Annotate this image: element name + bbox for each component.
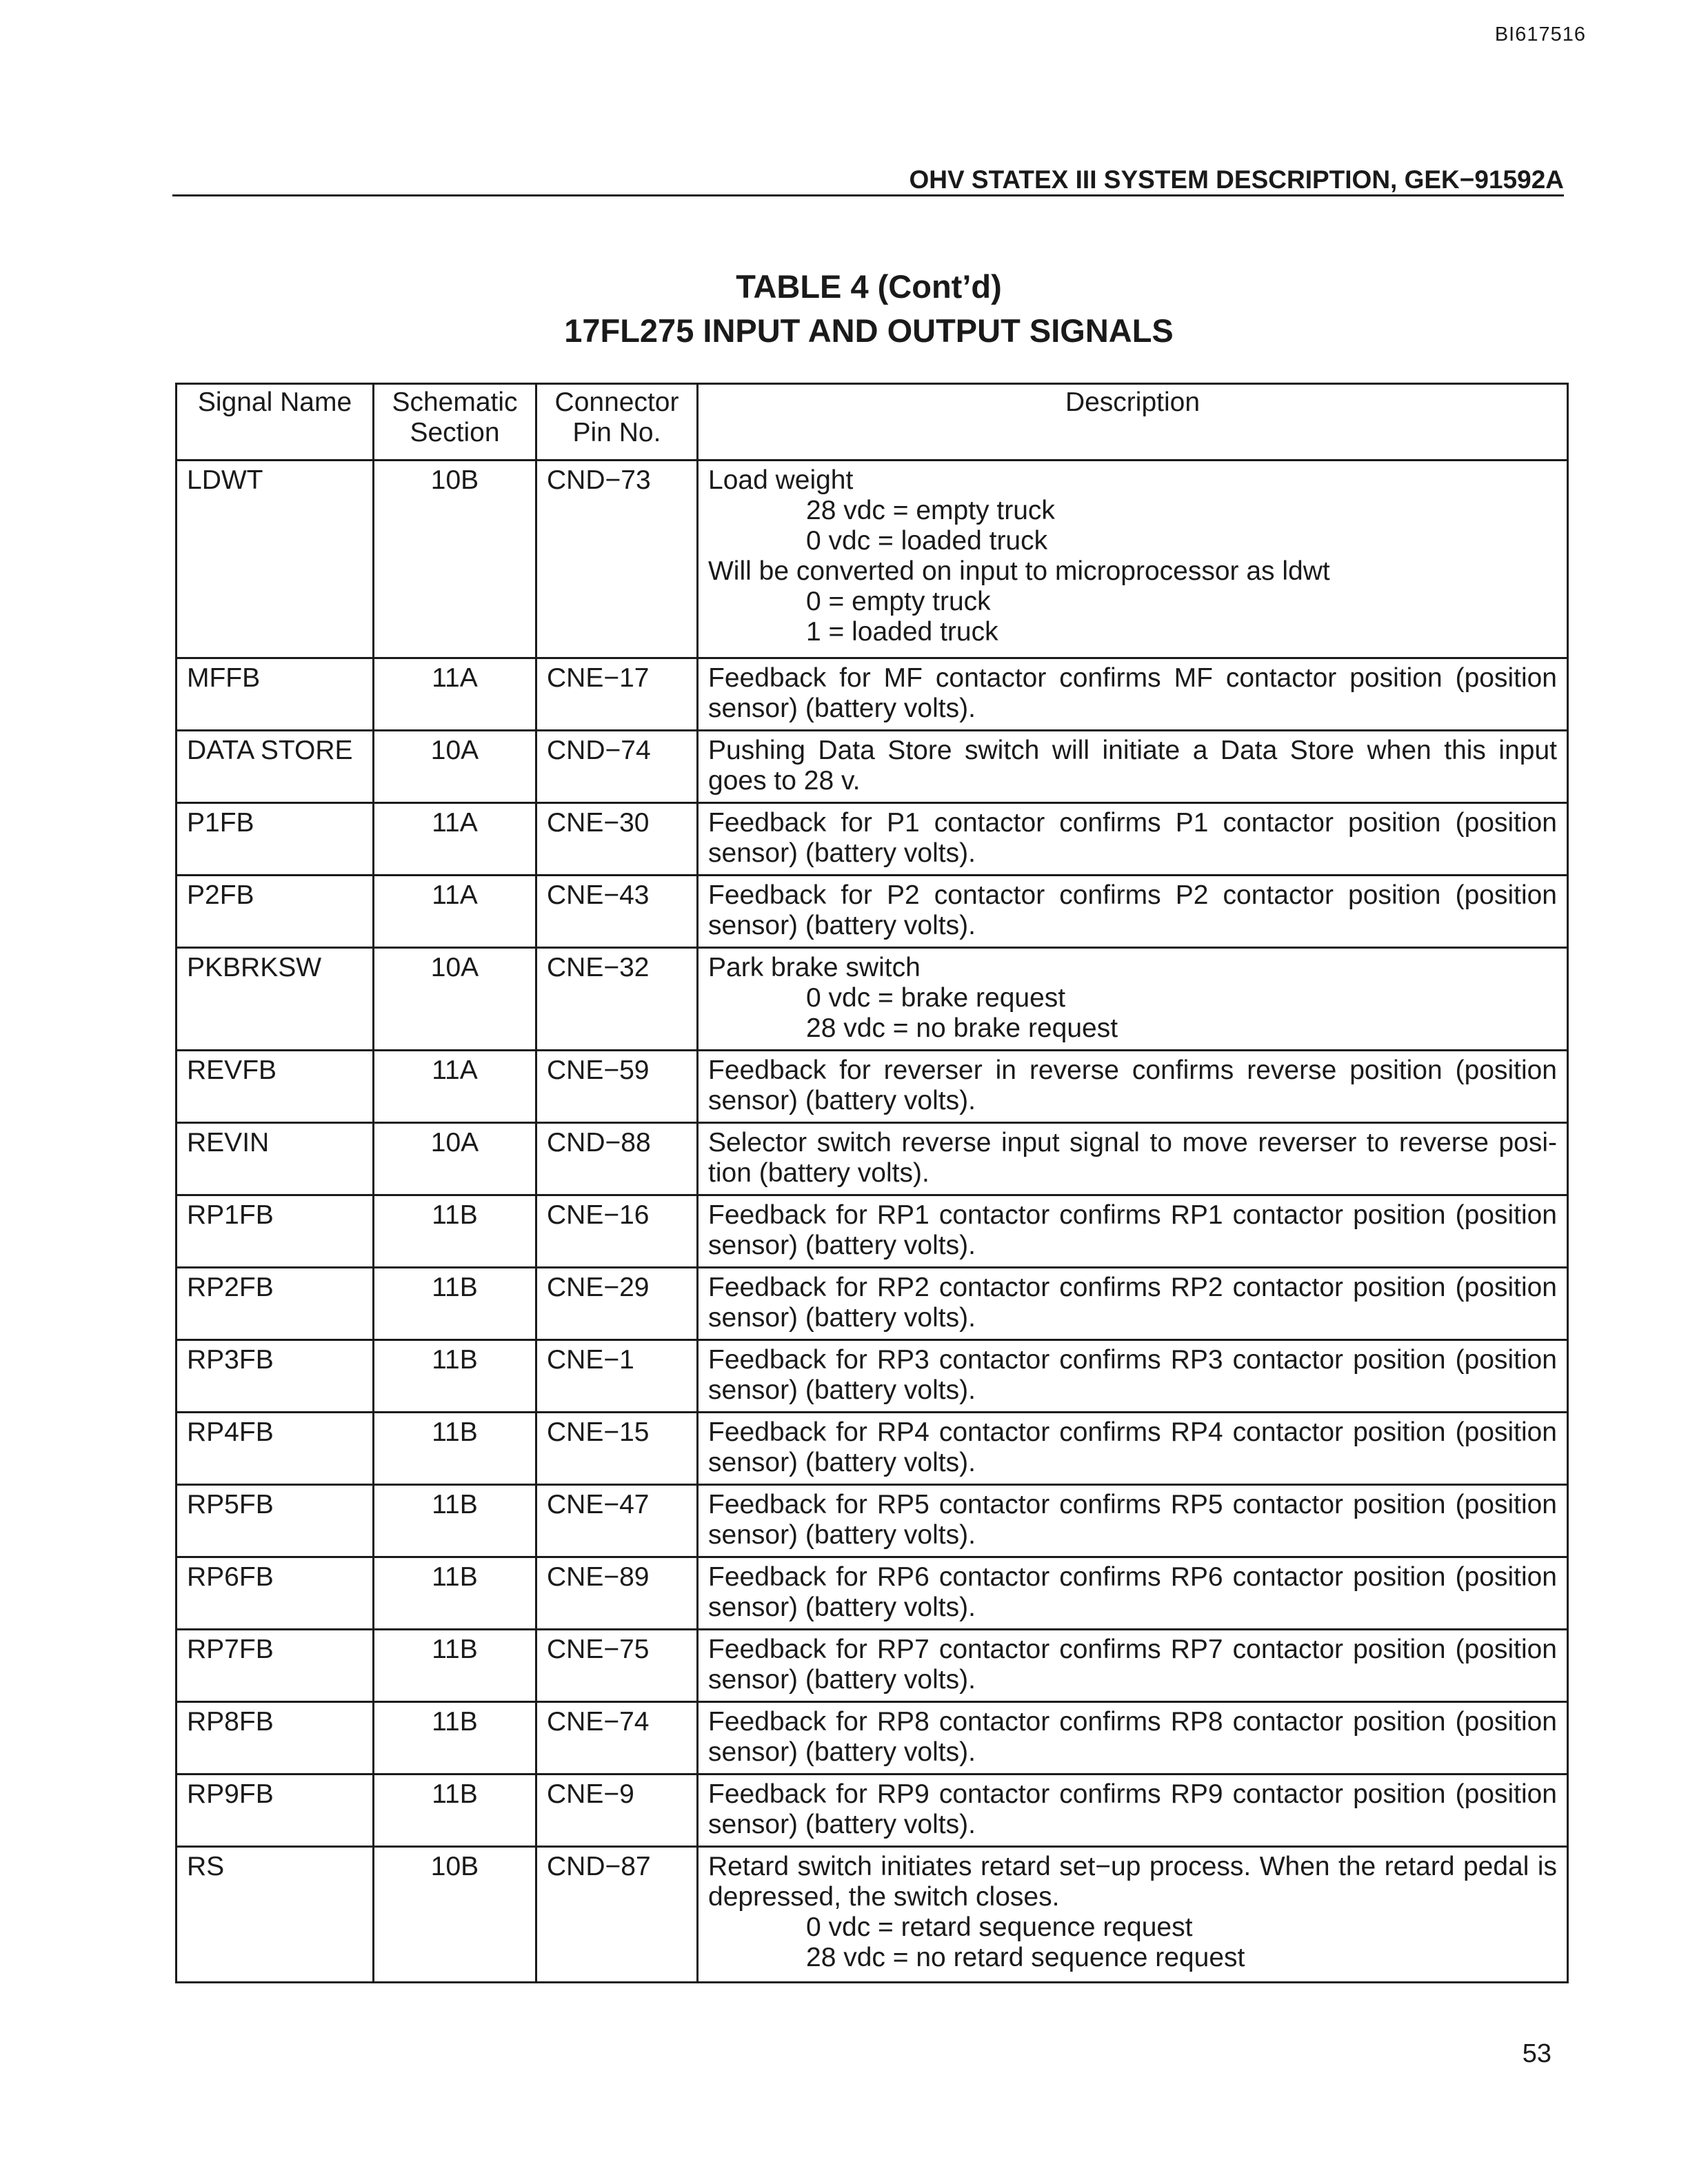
section-label: Section <box>410 418 500 447</box>
table-row <box>177 1557 1568 1630</box>
connector-pin-cell: CND−87 <box>536 1847 698 1983</box>
description-line: 0 vdc = retard sequence request <box>806 1912 1193 1942</box>
table-row <box>177 876 1568 948</box>
signal-name-cell: P2FB <box>177 876 374 948</box>
signal-name-cell: RP1FB <box>177 1195 374 1268</box>
description-label: Description <box>1065 387 1200 417</box>
description-line: 28 vdc = no retard sequence request <box>806 1943 1245 1972</box>
description-line: 28 vdc = no brake request <box>806 1013 1118 1043</box>
header-rule <box>172 194 1564 196</box>
signal-name-cell: RP8FB <box>177 1702 374 1775</box>
connector-pin-cell: CNE−59 <box>536 1051 698 1123</box>
description-cell: Feedback for RP1 contactor confirms RP1 contactor position (position sensor) (battery volts). <box>698 1195 1568 1268</box>
description-cell: Feedback for RP2 contactor confirms RP2 contactor position (position sensor) (battery volts). <box>698 1268 1568 1340</box>
table-row <box>177 1195 1568 1268</box>
description-cell: Feedback for RP4 contactor confirms RP4 contactor position (position sensor) (battery volts). <box>698 1413 1568 1485</box>
table-row <box>177 1630 1568 1702</box>
signals-table <box>175 383 1569 1983</box>
signal-name-cell: RP3FB <box>177 1340 374 1413</box>
signal-name-cell: REVFB <box>177 1051 374 1123</box>
table-row <box>177 1775 1568 1847</box>
signal-name-cell: P1FB <box>177 803 374 876</box>
description-line: 0 vdc = loaded truck <box>806 526 1048 556</box>
table-header-row <box>177 384 1568 461</box>
description-cell: Feedback for MF contactor confirms MF contactor position (position sensor) (battery volts). <box>698 658 1568 731</box>
description-cell: Feedback for RP7 contactor confirms RP7 contactor position (position sensor) (battery volts). <box>698 1630 1568 1702</box>
schematic-section-cell: 11B <box>374 1195 536 1268</box>
schematic-section-cell: 11B <box>374 1485 536 1557</box>
schematic-section-cell: 10A <box>374 948 536 1051</box>
schematic-section-cell: 11B <box>374 1268 536 1340</box>
signal-name-cell: RP2FB <box>177 1268 374 1340</box>
connector-pin-cell: CNE−29 <box>536 1268 698 1340</box>
col-header-signal-name <box>177 384 374 461</box>
connector-pin-cell: CNE−9 <box>536 1775 698 1847</box>
table-row <box>177 731 1568 803</box>
description-cell: Feedback for RP5 contactor confirms RP5 contactor position (position sensor) (battery volts). <box>698 1485 1568 1557</box>
description-cell <box>698 948 1568 1051</box>
schematic-section-cell: 11B <box>374 1775 536 1847</box>
signal-name-cell: RP9FB <box>177 1775 374 1847</box>
description-cell: Feedback for RP9 contactor confirms RP9 contactor position (position sensor) (battery volts). <box>698 1775 1568 1847</box>
document-id: BI617516 <box>1494 23 1586 46</box>
signal-name-cell: RP6FB <box>177 1557 374 1630</box>
schematic-section-cell: 11A <box>374 876 536 948</box>
description-cell: Pushing Data Store switch will initiate a Data Store when this input goes to 28 v. <box>698 731 1568 803</box>
connector-pin-cell: CND−88 <box>536 1123 698 1195</box>
schematic-section-cell: 11A <box>374 1051 536 1123</box>
table-row <box>177 803 1568 876</box>
signal-name-label: Signal Name <box>197 387 352 417</box>
signal-name-cell: LDWT <box>177 461 374 658</box>
connector-pin-cell: CNE−1 <box>536 1340 698 1413</box>
description-line: Load weight <box>708 465 854 495</box>
connector-pin-cell: CNE−74 <box>536 1702 698 1775</box>
description-line: Will be converted on input to microprocessor as ldwt <box>708 556 1330 586</box>
col-header-schematic-section <box>374 384 536 461</box>
description-cell <box>698 1847 1568 1983</box>
connector-label: Connector <box>554 387 679 417</box>
table-row <box>177 1485 1568 1557</box>
connector-pin-cell: CND−73 <box>536 461 698 658</box>
schematic-section-cell: 11B <box>374 1630 536 1702</box>
connector-pin-cell: CNE−47 <box>536 1485 698 1557</box>
description-line: 28 vdc = empty truck <box>806 496 1055 525</box>
schematic-label: Schematic <box>392 387 518 417</box>
description-line: 0 vdc = brake request <box>806 983 1066 1013</box>
connector-pin-cell: CNE−17 <box>536 658 698 731</box>
pin-no-label: Pin No. <box>572 418 661 447</box>
signal-name-cell: RP4FB <box>177 1413 374 1485</box>
table-row <box>177 1413 1568 1485</box>
description-cell: Feedback for reverser in reverse confirms reverse position (position sensor) (battery volts). <box>698 1051 1568 1123</box>
connector-pin-cell: CNE−32 <box>536 948 698 1051</box>
connector-pin-cell: CNE−89 <box>536 1557 698 1630</box>
connector-pin-cell: CNE−16 <box>536 1195 698 1268</box>
description-cell: Feedback for RP3 contactor confirms RP3 contactor position (position sensor) (battery volts). <box>698 1340 1568 1413</box>
description-cell: Feedback for P2 contactor confirms P2 contactor position (position sensor) (battery volts). <box>698 876 1568 948</box>
table-row <box>177 461 1568 658</box>
description-cell: Feedback for P1 contactor confirms P1 contactor position (position sensor) (battery volts). <box>698 803 1568 876</box>
connector-pin-cell: CNE−43 <box>536 876 698 948</box>
signal-name-cell: RS <box>177 1847 374 1983</box>
schematic-section-cell: 10A <box>374 731 536 803</box>
connector-pin-cell: CNE−15 <box>536 1413 698 1485</box>
schematic-section-cell: 11B <box>374 1413 536 1485</box>
signal-name-cell: REVIN <box>177 1123 374 1195</box>
description-line: 1 = loaded truck <box>806 617 998 647</box>
table-subtitle: 17FL275 INPUT AND OUTPUT SIGNALS <box>564 312 1174 349</box>
table-row <box>177 1268 1568 1340</box>
connector-pin-cell: CNE−75 <box>536 1630 698 1702</box>
signal-name-cell: RP7FB <box>177 1630 374 1702</box>
col-header-description <box>698 384 1568 461</box>
col-header-connector-pin <box>536 384 698 461</box>
description-line: Park brake switch <box>708 953 921 982</box>
table-row <box>177 1847 1568 1983</box>
schematic-section-cell: 10B <box>374 461 536 658</box>
table-row <box>177 948 1568 1051</box>
schematic-section-cell: 11B <box>374 1340 536 1413</box>
table-title: TABLE 4 (Cont’d) <box>736 268 1002 305</box>
signal-name-cell: PKBRKSW <box>177 948 374 1051</box>
connector-pin-cell: CND−74 <box>536 731 698 803</box>
table-row <box>177 1340 1568 1413</box>
description-cell: Feedback for RP8 contactor confirms RP8 contactor position (position sensor) (battery volts). <box>698 1702 1568 1775</box>
table-row <box>177 1123 1568 1195</box>
schematic-section-cell: 11A <box>374 803 536 876</box>
signal-name-cell: RP5FB <box>177 1485 374 1557</box>
signal-name-cell: MFFB <box>177 658 374 731</box>
running-header: OHV STATEX III SYSTEM DESCRIPTION, GEK−91592A <box>909 165 1564 194</box>
table-row <box>177 1051 1568 1123</box>
page-number: 53 <box>1522 2039 1551 2068</box>
description-line: 0 = empty truck <box>806 587 991 616</box>
description-line: Retard switch initiates retard set−up process. When the retard pedal is depressed, the switch closes. <box>708 1852 1557 1912</box>
table-row <box>177 1702 1568 1775</box>
schematic-section-cell: 10A <box>374 1123 536 1195</box>
schematic-section-cell: 11A <box>374 658 536 731</box>
description-cell: Selector switch reverse input signal to move reverser to reverse posi‑ tion (battery volts). <box>698 1123 1568 1195</box>
schematic-section-cell: 11B <box>374 1702 536 1775</box>
connector-pin-cell: CNE−30 <box>536 803 698 876</box>
schematic-section-cell: 10B <box>374 1847 536 1983</box>
table-row <box>177 658 1568 731</box>
schematic-section-cell: 11B <box>374 1557 536 1630</box>
description-cell <box>698 461 1568 658</box>
signal-name-cell: DATA STORE <box>177 731 374 803</box>
description-cell: Feedback for RP6 contactor confirms RP6 contactor position (position sensor) (battery volts). <box>698 1557 1568 1630</box>
